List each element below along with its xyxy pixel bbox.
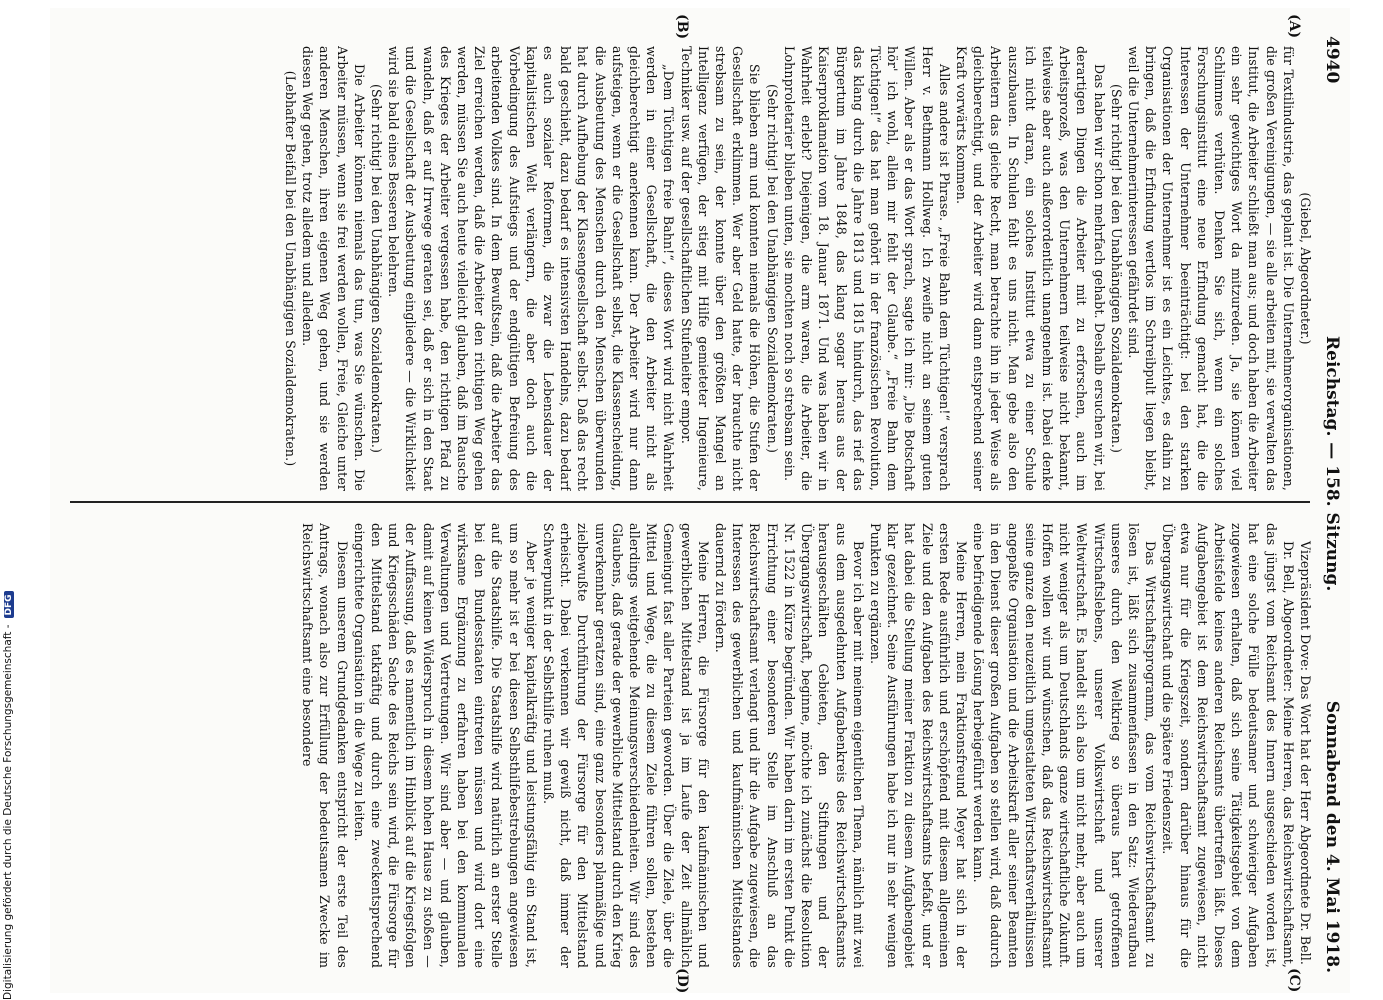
page-header	[1318, 36, 1344, 973]
interjection: (Lebhafter Beifall bei den Unabhängigen Sozialdemokraten.)	[283, 70, 299, 467]
paragraph: für Textilindustrie, das geplant ist. Die Unternehmerorganisationen, die großen Vereinigungen, — sie alle arbeiten mit, sie verwalten das Institut, die Arbeiter schließt man aus; und doch haben die Arbeiter ein sehr gewichtiges Wort da mitzureden. Ja, sie können viel Schlimmes verhüten. Denken Sie sich, wenn ein solches Forschungsinstitut eine neue Erfindung gemacht hat, die die Interessen der Unternehmer beeinträchtigt: bei den starken Organisationen der Unternehmer ist es ein Leichtes, es dahin zu bringen, daß die Erfindung wertlos im Schreibpult liegen bleibt, weil die Unternehmerinteressen gefährdet sind.	[1125, 46, 1296, 491]
paragraph: Das Wirtschaftsprogramm, das vom Reichswirtschaftsamt zu lösen ist, läßt sich zusammenfassen in den Satz: Wiederaufbau unseres durch den Weltkrieg so überaus hart getroffenen Wirtschaftslebens, unserer Volkswirtschaft und unserer Weltwirtschaft. Es handelt sich also um nicht mehr, aber auch um nicht weniger als um Deutschlands ganze wirtschaftliche Zukunft. Hoffen wollen wir und wünschen, daß das Reichswirtschaftsamt seine ganze den neuzeitlich umgestalteten Wirtschaftsverhältnissen angepaßte Organisation und die Arbeitskraft aller seiner Beamten in den Dienst dieser großen Aufgaben so stellen wird, daß dadurch eine befriedigende Lösung herbeigeführt werden kann.	[971, 523, 1159, 968]
document-page	[50, 8, 1350, 993]
paragraph: Bevor ich aber mit meinem eigentlichen Thema, nämlich mit zwei aus dem ausgedehnten Aufgabenkreis des Reichswirtschaftsamts herausgeschälten Gebieten, den Stiftungen und der Übergangswirtschaft, beginne, möchte ich zunächst die Resolution Nr. 1522 in Kürze begründen. Wir haben darin im ersten Punkt die Errichtung einer besonderen Stelle im Anschluß an das Reichswirtschaftsamt verlangt und ihr die Aufgabe zugewiesen, die Interessen des gewerblichen und kaufmännischen Mittelstandes dauernd zu fördern.	[713, 523, 866, 968]
right-column	[64, 523, 1314, 968]
margin-mark-b: (B)	[674, 14, 690, 40]
paragraph: Meine Herren, die Fürsorge für den kaufmännischen und gewerblichen Mittelstand ist ja im Laufe der Zeit allmählich Gemeingut fast aller Parteien geworden. Über die Ziele, über die Mittel und Wege, die zu diesem Ziele führen sollen, bestehen allerdings weitgehende Meinungsverschiedenheiten. Wir sind des Glaubens, daß gerade der gewerbliche Mittelstand durch den Krieg unverkennbar geratzen sind, eine ganz besonders planmäßige und zielbewußte Durchführung der Fürsorge für den Mittelstand erheischt. Dabei verkennen wir gewiß nicht, daß immer der Schwerpunkt in der Selbsthilfe ruhen muß.	[541, 523, 711, 968]
header-date: Sonnabend den 4. Mai 1918.	[1322, 700, 1342, 973]
paragraph: Meine Herren, mein Fraktionsfreund Meyer hat sich in der ersten Rede ausführlich und erschöpfend mit diesem allgemeinen Ziele und den Aufgaben des Reichswirtschaftsamts befaßt, und er hat dabei die Stellung meiner Fraktion zu diesem Aufgabengebiet klar gezeichnet. Seine Ausführungen habe ich nur in sehr wenigen Punkten zu ergänzen.	[867, 523, 969, 968]
interjection: (Sehr richtig! bei den Unabhängigen Sozialdemokraten.)	[369, 83, 385, 454]
dfg-logo: DFG	[4, 591, 14, 618]
paragraph: Das haben wir schon mehrfach gehabt. Deshalb ersuchen wir, bei derartigen Dingen die Arbeiter mit zu erforschen, auch im Arbeitsprozeß, was den Unternehmern teilweise nicht bekannt, teilweise aber auch außerordentlich unangenehm ist. Dabei denke ich nicht daran, ein solches Institut etwa zu einer Schule auszubauen. In Schulen fehlt es uns nicht. Man gebe also den Arbeitern das gleiche Recht, man betrachte ihn in jeder Weise als gleichberechtigt, und der Arbeiter wird dann entsprechend seiner Kraft vorwärts kommen.	[953, 46, 1107, 491]
paragraph: Sie blieben arm und konnten niemals die Höhen, die Stufen der Gesellschaft erklimmen. Wer aber Geld hatte, der brauchte nicht strebsam zu sein, der konnte über den größten Mangel an Intelligenz verfügen, der stieg mit Hilfe gemieteter Ingenieure, Techniker usw. auf der gesellschaftlichen Stufenleiter empor.	[678, 46, 763, 491]
page-number: 4940	[1322, 36, 1342, 84]
paragraph: Vizepräsident Dove: Das Wort hat der Herr Abgeordnete Dr. Bell.	[1298, 541, 1313, 966]
margin-mark-c: (C)	[1286, 968, 1302, 993]
margin-mark-a: (A)	[1286, 14, 1302, 39]
paragraph: Aber je weniger kapitalkräftig und leistungsfähig ein Stand ist, um so mehr ist er bei diesen Selbsthilfebestrebungen angewiesen auf die Staatshilfe. Die Staatshilfe wird natürlich an erster Stelle bei den Bundesstaaten eintreten müssen und wird dort eine wirksame Ergänzung zu erfahren haben bei den kommunalen Verwaltungen und Vertretungen. Wir sind aber — und glauben, damit auf keinen Widerspruch in diesem hohen Hause zu stoßen — der Auffassung, daß es namentlich im Hinblick auf die Kriegsfolgen und Kriegsschäden Sache des Reichs sein wird, die Fürsorge für den Mittelstand tatkräftig und durch eine zweckentsprechend eingerichtete Organisation in die Wege zu leiten.	[351, 523, 539, 968]
paragraph: Die Arbeiter können niemals das tun, was Sie wünschen. Die Arbeiter müssen, wenn sie frei werden wollen, Freie, Gleiche unter anderen Menschen, ihren eigenen Weg gehen, und sie werden diesen Weg gehen, trotz alledem und alledem.	[300, 46, 367, 491]
column-divider	[70, 501, 1310, 503]
digitization-footer	[0, 0, 24, 1000]
footer-text: Digitalisierung gefördert durch die Deutsche Forschungsgemeinschaft -	[2, 624, 14, 1000]
paragraph: Dr. Bell, Abgeordneter: Meine Herren, das Reichswirtschaftsamt, das jüngst vom Reichsamt des Innern ausgeschieden worden ist, hat eine solche Fülle bedeutsamer und schwieriger Aufgaben zugewiesen erhalten, daß sich seine Tätigkeitsgebiet von dem Arbeitsfelde keines anderen Reichsamts übertreffen läßt. Dieses Aufgabengebiet ist dem Reichswirtschaftsamt zugewiesen, nicht etwa nur für die Kriegszeit, sondern darüber hinaus für die Übergangswirtschaft und die spätere Friedenszeit.	[1160, 523, 1296, 968]
paragraph: Alles andere ist Phrase. „Freie Bahn dem Tüchtigen!“ versprach Herr v. Bethmann Hollweg. Ich zweifle nicht an seinem guten Willen. Aber als er das Wort sprach, sagte ich mir: „Die Botschaft hör' ich wohl, allein mir fehlt der Glaube.“ „Freie Bahn dem Tüchtigen!“ das hat man gehört in der französischen Revolution, das klang durch die Jahre 1813 und 1815 hindurch, das rief das Bürgertum im Jahre 1848, das klang sogar heraus aus der Kaiserproklamation vom 18. Januar 1871. Und was haben wir in Wahrheit erlebt? Diejenigen, die arm waren, die Arbeiter, die Lohnproletarier blieben unten, sie mochten noch so strebsam sein.	[781, 46, 952, 491]
interjection: (Sehr richtig! bei den Unabhängigen Sozialdemokraten.)	[764, 83, 780, 454]
interjection: (Sehr richtig! bei den Unabhängigen Sozialdemokraten.)	[1108, 83, 1124, 454]
header-title: Reichstag. — 158. Sitzung.	[1322, 336, 1342, 592]
footer-credit	[2, 591, 14, 1000]
margin-mark-d: (D)	[674, 968, 690, 994]
paragraph: „Dem Tüchtigen freie Bahn!“, dieses Wort wird nicht Wahrheit werden in einer Gesellschaft, die den Arbeiter nicht als gleichberechtigt anerkennen kann. Der Arbeiter wird nur dann aufsteigen, wenn er die Gesellschaft selbst, die Klassenscheidung, die Ausbeutung des Menschen durch den Menschen überwunden hat durch Aufhebung der Klassengesellschaft selbst. Daß das recht bald geschieht, dazu bedarf es intensivsten Handelns, dazu bedarf es auch sozialer Reformen, die zwar die Lebensdauer der kapitalistischen Welt verlängern, die aber doch auch die Vorbedingung des Aufstiegs und der endgültigen Befreiung des arbeitenden Volkes sind. In dem Bewußtsein, daß die Arbeiter das Ziel erreichen werden, daß die Arbeiter den richtigen Weg gehen werden, müssen Sie auch heute vielleicht glauben, daß im Rausche des Krieges der Arbeiter vergessen habe, den richtigen Pfad zu wandeln, daß er auf Irrwege geraten sei, daß er sich in den Staat und die Gesellschaft der Ausbeutung eingliedere — die Wirklichkeit wird sie bald eines Besseren belehren.	[386, 46, 677, 491]
speaker-note: (Giebel, Abgeordneter.)	[1298, 192, 1313, 345]
paragraph: Diesem unserem Grundgedanken entspricht der erste Teil des Antrags, wonach also zur Erfüllung der bedeutsamen Zwecke im Reichswirtschaftsamt eine besondere	[300, 523, 350, 968]
left-column	[64, 46, 1314, 491]
